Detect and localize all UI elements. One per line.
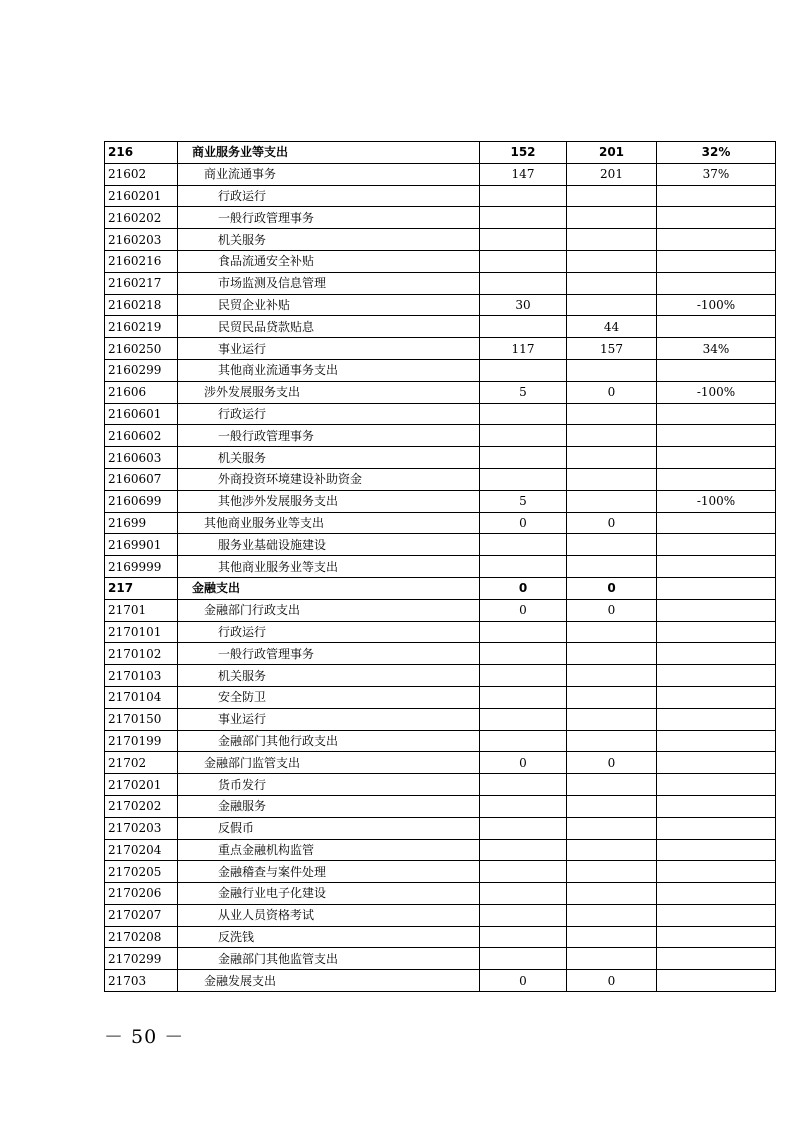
table-row xyxy=(105,948,776,970)
value-1-cell: 0 xyxy=(480,752,567,774)
value-1-cell xyxy=(480,686,567,708)
value-1-cell xyxy=(480,665,567,687)
code-cell: 2160217 xyxy=(105,272,178,294)
change-percent-cell xyxy=(657,425,776,447)
value-1-cell: 0 xyxy=(480,577,567,599)
item-name-cell: 重点金融机构监管 xyxy=(178,839,480,861)
value-2-cell: 44 xyxy=(567,316,657,338)
change-percent-cell xyxy=(657,817,776,839)
item-name-cell: 民贸民品贷款贴息 xyxy=(178,316,480,338)
value-1-cell xyxy=(480,272,567,294)
table-row xyxy=(105,970,776,992)
value-1-cell xyxy=(480,839,567,861)
table-row xyxy=(105,490,776,512)
code-cell: 2170101 xyxy=(105,621,178,643)
table-row xyxy=(105,381,776,403)
category-row xyxy=(105,142,776,164)
code-cell: 2160201 xyxy=(105,185,178,207)
change-percent-cell: 37% xyxy=(657,163,776,185)
item-name-cell: 事业运行 xyxy=(178,338,480,360)
value-1-cell: 30 xyxy=(480,294,567,316)
change-percent-cell xyxy=(657,359,776,381)
value-2-cell xyxy=(567,468,657,490)
code-cell: 2160203 xyxy=(105,229,178,251)
item-name-cell: 货币发行 xyxy=(178,774,480,796)
code-cell: 2170201 xyxy=(105,774,178,796)
value-1-cell xyxy=(480,403,567,425)
table-row xyxy=(105,425,776,447)
table-row xyxy=(105,861,776,883)
value-2-cell xyxy=(567,534,657,556)
change-percent-cell xyxy=(657,643,776,665)
value-2-cell: 0 xyxy=(567,577,657,599)
table-row xyxy=(105,316,776,338)
change-percent-cell xyxy=(657,883,776,905)
item-name-cell: 其他商业流通事务支出 xyxy=(178,359,480,381)
table-row xyxy=(105,752,776,774)
change-percent-cell xyxy=(657,861,776,883)
value-1-cell xyxy=(480,817,567,839)
item-name-cell: 食品流通安全补贴 xyxy=(178,250,480,272)
budget-table-body xyxy=(105,142,776,992)
change-percent-cell xyxy=(657,839,776,861)
table-row xyxy=(105,665,776,687)
item-name-cell: 金融部门行政支出 xyxy=(178,599,480,621)
value-1-cell xyxy=(480,774,567,796)
code-cell: 21701 xyxy=(105,599,178,621)
change-percent-cell: -100% xyxy=(657,381,776,403)
code-cell: 217 xyxy=(105,577,178,599)
value-1-cell xyxy=(480,861,567,883)
change-percent-cell xyxy=(657,512,776,534)
code-cell: 2160602 xyxy=(105,425,178,447)
value-2-cell xyxy=(567,294,657,316)
table-row xyxy=(105,447,776,469)
item-name-cell: 金融部门其他监管支出 xyxy=(178,948,480,970)
change-percent-cell xyxy=(657,621,776,643)
value-2-cell xyxy=(567,686,657,708)
value-2-cell xyxy=(567,948,657,970)
value-1-cell xyxy=(480,359,567,381)
code-cell: 2169901 xyxy=(105,534,178,556)
value-2-cell xyxy=(567,795,657,817)
code-cell: 2160601 xyxy=(105,403,178,425)
value-2-cell xyxy=(567,403,657,425)
change-percent-cell xyxy=(657,752,776,774)
value-1-cell xyxy=(480,708,567,730)
code-cell: 2170208 xyxy=(105,926,178,948)
code-cell: 2160250 xyxy=(105,338,178,360)
value-1-cell xyxy=(480,250,567,272)
table-row xyxy=(105,795,776,817)
table-row xyxy=(105,774,776,796)
change-percent-cell xyxy=(657,708,776,730)
item-name-cell: 反洗钱 xyxy=(178,926,480,948)
value-2-cell: 0 xyxy=(567,381,657,403)
item-name-cell: 商业流通事务 xyxy=(178,163,480,185)
value-2-cell: 0 xyxy=(567,512,657,534)
value-2-cell: 201 xyxy=(567,163,657,185)
value-1-cell xyxy=(480,207,567,229)
code-cell: 2160603 xyxy=(105,447,178,469)
table-row xyxy=(105,839,776,861)
item-name-cell: 金融行业电子化建设 xyxy=(178,883,480,905)
code-cell: 21606 xyxy=(105,381,178,403)
item-name-cell: 民贸企业补贴 xyxy=(178,294,480,316)
item-name-cell: 外商投资环境建设补助资金 xyxy=(178,468,480,490)
value-2-cell xyxy=(567,359,657,381)
value-1-cell: 147 xyxy=(480,163,567,185)
change-percent-cell xyxy=(657,926,776,948)
value-1-cell: 0 xyxy=(480,599,567,621)
change-percent-cell xyxy=(657,577,776,599)
value-1-cell xyxy=(480,883,567,905)
item-name-cell: 商业服务业等支出 xyxy=(178,142,480,164)
code-cell: 2170206 xyxy=(105,883,178,905)
value-1-cell xyxy=(480,468,567,490)
table-row xyxy=(105,556,776,578)
table-row xyxy=(105,272,776,294)
code-cell: 2169999 xyxy=(105,556,178,578)
value-2-cell xyxy=(567,883,657,905)
table-row xyxy=(105,359,776,381)
change-percent-cell xyxy=(657,185,776,207)
change-percent-cell: 32% xyxy=(657,142,776,164)
item-name-cell: 市场监测及信息管理 xyxy=(178,272,480,294)
value-2-cell xyxy=(567,730,657,752)
table-row xyxy=(105,708,776,730)
change-percent-cell xyxy=(657,599,776,621)
table-row xyxy=(105,883,776,905)
code-cell: 2160219 xyxy=(105,316,178,338)
code-cell: 2160218 xyxy=(105,294,178,316)
value-2-cell xyxy=(567,861,657,883)
change-percent-cell xyxy=(657,795,776,817)
value-1-cell xyxy=(480,316,567,338)
value-1-cell: 5 xyxy=(480,381,567,403)
code-cell: 2170199 xyxy=(105,730,178,752)
table-row xyxy=(105,534,776,556)
item-name-cell: 金融稽查与案件处理 xyxy=(178,861,480,883)
value-1-cell xyxy=(480,447,567,469)
value-2-cell xyxy=(567,839,657,861)
value-1-cell: 0 xyxy=(480,512,567,534)
change-percent-cell xyxy=(657,468,776,490)
code-cell: 2170103 xyxy=(105,665,178,687)
value-2-cell xyxy=(567,904,657,926)
change-percent-cell: 34% xyxy=(657,338,776,360)
value-2-cell xyxy=(567,621,657,643)
table-row xyxy=(105,599,776,621)
change-percent-cell xyxy=(657,904,776,926)
change-percent-cell: -100% xyxy=(657,294,776,316)
value-1-cell xyxy=(480,795,567,817)
code-cell: 2170104 xyxy=(105,686,178,708)
item-name-cell: 从业人员资格考试 xyxy=(178,904,480,926)
table-row xyxy=(105,207,776,229)
change-percent-cell xyxy=(657,686,776,708)
item-name-cell: 一般行政管理事务 xyxy=(178,425,480,447)
item-name-cell: 金融支出 xyxy=(178,577,480,599)
table-row xyxy=(105,621,776,643)
value-2-cell: 201 xyxy=(567,142,657,164)
item-name-cell: 一般行政管理事务 xyxy=(178,643,480,665)
item-name-cell: 安全防卫 xyxy=(178,686,480,708)
code-cell: 21702 xyxy=(105,752,178,774)
item-name-cell: 机关服务 xyxy=(178,665,480,687)
value-2-cell xyxy=(567,185,657,207)
category-row xyxy=(105,577,776,599)
item-name-cell: 金融服务 xyxy=(178,795,480,817)
change-percent-cell xyxy=(657,229,776,251)
table-row xyxy=(105,185,776,207)
page-number: － 50 － xyxy=(104,1026,185,1048)
table-row xyxy=(105,686,776,708)
code-cell: 2170207 xyxy=(105,904,178,926)
change-percent-cell xyxy=(657,665,776,687)
value-2-cell xyxy=(567,643,657,665)
value-1-cell xyxy=(480,926,567,948)
change-percent-cell xyxy=(657,447,776,469)
value-2-cell xyxy=(567,272,657,294)
item-name-cell: 反假币 xyxy=(178,817,480,839)
value-2-cell xyxy=(567,447,657,469)
item-name-cell: 涉外发展服务支出 xyxy=(178,381,480,403)
code-cell: 2170203 xyxy=(105,817,178,839)
item-name-cell: 服务业基础设施建设 xyxy=(178,534,480,556)
table-row xyxy=(105,250,776,272)
change-percent-cell xyxy=(657,774,776,796)
change-percent-cell: -100% xyxy=(657,490,776,512)
item-name-cell: 事业运行 xyxy=(178,708,480,730)
item-name-cell: 金融部门其他行政支出 xyxy=(178,730,480,752)
value-2-cell xyxy=(567,926,657,948)
change-percent-cell xyxy=(657,730,776,752)
item-name-cell: 行政运行 xyxy=(178,403,480,425)
item-name-cell: 其他商业服务业等支出 xyxy=(178,556,480,578)
value-2-cell: 0 xyxy=(567,599,657,621)
table-row xyxy=(105,512,776,534)
code-cell: 2160699 xyxy=(105,490,178,512)
change-percent-cell xyxy=(657,207,776,229)
table-row xyxy=(105,468,776,490)
change-percent-cell xyxy=(657,556,776,578)
code-cell: 2160299 xyxy=(105,359,178,381)
item-name-cell: 行政运行 xyxy=(178,185,480,207)
code-cell: 2170102 xyxy=(105,643,178,665)
code-cell: 2160216 xyxy=(105,250,178,272)
value-1-cell xyxy=(480,730,567,752)
value-2-cell: 157 xyxy=(567,338,657,360)
value-2-cell xyxy=(567,425,657,447)
change-percent-cell xyxy=(657,970,776,992)
value-1-cell: 152 xyxy=(480,142,567,164)
table-row xyxy=(105,294,776,316)
value-1-cell: 5 xyxy=(480,490,567,512)
value-1-cell xyxy=(480,556,567,578)
code-cell: 2170202 xyxy=(105,795,178,817)
item-name-cell: 行政运行 xyxy=(178,621,480,643)
value-1-cell xyxy=(480,534,567,556)
change-percent-cell xyxy=(657,250,776,272)
code-cell: 2170204 xyxy=(105,839,178,861)
item-name-cell: 金融部门监管支出 xyxy=(178,752,480,774)
value-2-cell xyxy=(567,250,657,272)
value-1-cell xyxy=(480,621,567,643)
item-name-cell: 金融发展支出 xyxy=(178,970,480,992)
change-percent-cell xyxy=(657,272,776,294)
value-2-cell xyxy=(567,556,657,578)
value-2-cell xyxy=(567,490,657,512)
value-1-cell xyxy=(480,425,567,447)
code-cell: 21703 xyxy=(105,970,178,992)
value-2-cell xyxy=(567,817,657,839)
value-2-cell xyxy=(567,774,657,796)
table-row xyxy=(105,817,776,839)
item-name-cell: 其他涉外发展服务支出 xyxy=(178,490,480,512)
table-row xyxy=(105,229,776,251)
code-cell: 2170299 xyxy=(105,948,178,970)
code-cell: 2170205 xyxy=(105,861,178,883)
table-row xyxy=(105,926,776,948)
value-1-cell: 117 xyxy=(480,338,567,360)
value-2-cell xyxy=(567,665,657,687)
value-1-cell xyxy=(480,643,567,665)
change-percent-cell xyxy=(657,316,776,338)
budget-table xyxy=(104,141,776,992)
item-name-cell: 其他商业服务业等支出 xyxy=(178,512,480,534)
change-percent-cell xyxy=(657,534,776,556)
table-row xyxy=(105,338,776,360)
value-2-cell xyxy=(567,229,657,251)
item-name-cell: 机关服务 xyxy=(178,229,480,251)
change-percent-cell xyxy=(657,403,776,425)
value-1-cell xyxy=(480,229,567,251)
code-cell: 216 xyxy=(105,142,178,164)
table-row xyxy=(105,904,776,926)
change-percent-cell xyxy=(657,948,776,970)
value-1-cell xyxy=(480,185,567,207)
table-row xyxy=(105,403,776,425)
code-cell: 21602 xyxy=(105,163,178,185)
value-2-cell xyxy=(567,207,657,229)
code-cell: 2160202 xyxy=(105,207,178,229)
code-cell: 2160607 xyxy=(105,468,178,490)
value-1-cell xyxy=(480,948,567,970)
table-row xyxy=(105,163,776,185)
table-row xyxy=(105,730,776,752)
value-1-cell: 0 xyxy=(480,970,567,992)
code-cell: 2170150 xyxy=(105,708,178,730)
item-name-cell: 一般行政管理事务 xyxy=(178,207,480,229)
code-cell: 21699 xyxy=(105,512,178,534)
value-2-cell xyxy=(567,708,657,730)
value-2-cell: 0 xyxy=(567,970,657,992)
value-1-cell xyxy=(480,904,567,926)
table-row xyxy=(105,643,776,665)
value-2-cell: 0 xyxy=(567,752,657,774)
item-name-cell: 机关服务 xyxy=(178,447,480,469)
